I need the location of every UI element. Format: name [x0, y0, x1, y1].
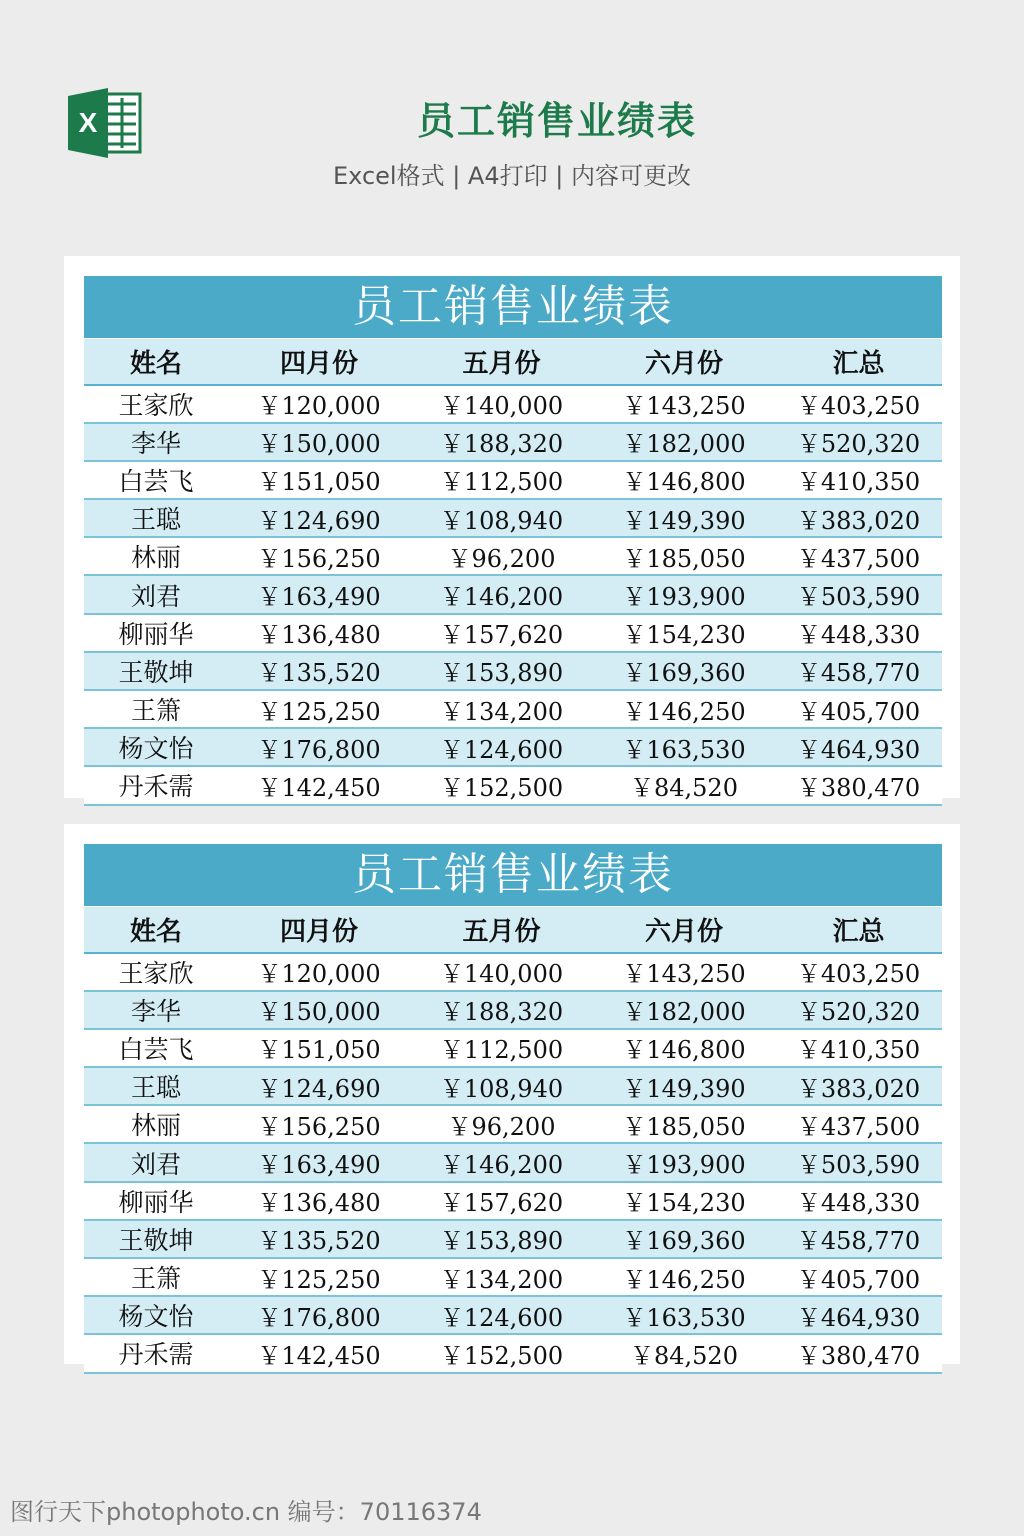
- amount-cell: ￥120,000: [228, 385, 410, 423]
- employee-name-cell: 丹禾需: [84, 766, 228, 804]
- table-row: [84, 728, 942, 766]
- amount-cell: ￥163,490: [228, 575, 410, 613]
- amount-cell: ￥403,250: [775, 385, 942, 423]
- spreadsheet-preview: [84, 276, 942, 802]
- sales-table: [84, 906, 942, 1374]
- amount-cell: ￥157,620: [410, 1182, 593, 1220]
- page-subtitle: Excel格式 | A4打印 | 内容可更改: [333, 162, 691, 190]
- amount-cell: ￥108,940: [410, 499, 593, 537]
- amount-cell: ￥153,890: [410, 652, 593, 690]
- column-header: 汇总: [775, 339, 942, 385]
- amount-cell: ￥437,500: [775, 537, 942, 575]
- amount-cell: ￥136,480: [228, 1182, 410, 1220]
- table-header-row: [84, 339, 942, 385]
- employee-name-cell: 王箫: [84, 690, 228, 728]
- amount-cell: ￥185,050: [593, 537, 775, 575]
- amount-cell: ￥143,250: [593, 953, 775, 991]
- amount-cell: ￥405,700: [775, 690, 942, 728]
- table-row: [84, 423, 942, 461]
- amount-cell: ￥146,250: [593, 1258, 775, 1296]
- amount-cell: ￥157,620: [410, 614, 593, 652]
- amount-cell: ￥448,330: [775, 1182, 942, 1220]
- amount-cell: ￥84,520: [593, 766, 775, 804]
- svg-text:X: X: [78, 107, 98, 138]
- employee-name-cell: 林丽: [84, 537, 228, 575]
- table-row: [84, 652, 942, 690]
- employee-name-cell: 刘君: [84, 575, 228, 613]
- page-header: [0, 0, 1024, 230]
- table-row: [84, 1296, 942, 1334]
- amount-cell: ￥142,450: [228, 766, 410, 804]
- amount-cell: ￥152,500: [410, 766, 593, 804]
- amount-cell: ￥124,690: [228, 1067, 410, 1105]
- employee-name-cell: 白芸飞: [84, 461, 228, 499]
- table-row: [84, 461, 942, 499]
- employee-name-cell: 丹禾需: [84, 1334, 228, 1372]
- table-body: [84, 953, 942, 1373]
- page-title: 员工销售业绩表: [416, 99, 697, 143]
- employee-name-cell: 刘君: [84, 1143, 228, 1181]
- table-row: [84, 1334, 942, 1372]
- amount-cell: ￥156,250: [228, 1105, 410, 1143]
- amount-cell: ￥112,500: [410, 1029, 593, 1067]
- amount-cell: ￥176,800: [228, 1296, 410, 1334]
- amount-cell: ￥410,350: [775, 1029, 942, 1067]
- table-row: [84, 575, 942, 613]
- employee-name-cell: 白芸飞: [84, 1029, 228, 1067]
- amount-cell: ￥437,500: [775, 1105, 942, 1143]
- employee-name-cell: 杨文怡: [84, 728, 228, 766]
- table-row: [84, 1105, 942, 1143]
- amount-cell: ￥135,520: [228, 652, 410, 690]
- preview-card-2: [64, 824, 960, 1370]
- amount-cell: ￥149,390: [593, 1067, 775, 1105]
- amount-cell: ￥176,800: [228, 728, 410, 766]
- column-header: 姓名: [84, 907, 228, 953]
- amount-cell: ￥410,350: [775, 461, 942, 499]
- amount-cell: ￥125,250: [228, 690, 410, 728]
- amount-cell: ￥154,230: [593, 1182, 775, 1220]
- employee-name-cell: 李华: [84, 991, 228, 1029]
- amount-cell: ￥150,000: [228, 991, 410, 1029]
- column-header: 姓名: [84, 339, 228, 385]
- amount-cell: ￥458,770: [775, 652, 942, 690]
- column-header: 四月份: [228, 907, 410, 953]
- amount-cell: ￥149,390: [593, 499, 775, 537]
- amount-cell: ￥503,590: [775, 1143, 942, 1181]
- amount-cell: ￥163,530: [593, 1296, 775, 1334]
- amount-cell: ￥163,530: [593, 728, 775, 766]
- employee-name-cell: 王聪: [84, 499, 228, 537]
- column-header: 汇总: [775, 907, 942, 953]
- amount-cell: ￥135,520: [228, 1220, 410, 1258]
- amount-cell: ￥151,050: [228, 1029, 410, 1067]
- watermark-text: 图行天下photophoto.cn 编号：70116374: [10, 1498, 482, 1526]
- amount-cell: ￥182,000: [593, 423, 775, 461]
- amount-cell: ￥124,600: [410, 728, 593, 766]
- employee-name-cell: 李华: [84, 423, 228, 461]
- table-row: [84, 1220, 942, 1258]
- table-row: [84, 1182, 942, 1220]
- amount-cell: ￥124,690: [228, 499, 410, 537]
- amount-cell: ￥403,250: [775, 953, 942, 991]
- amount-cell: ￥448,330: [775, 614, 942, 652]
- table-row: [84, 537, 942, 575]
- amount-cell: ￥140,000: [410, 385, 593, 423]
- amount-cell: ￥458,770: [775, 1220, 942, 1258]
- amount-cell: ￥503,590: [775, 575, 942, 613]
- amount-cell: ￥146,800: [593, 1029, 775, 1067]
- table-row: [84, 953, 942, 991]
- employee-name-cell: 王聪: [84, 1067, 228, 1105]
- employee-name-cell: 王箫: [84, 1258, 228, 1296]
- employee-name-cell: 王家欣: [84, 953, 228, 991]
- column-header: 六月份: [593, 907, 775, 953]
- amount-cell: ￥380,470: [775, 1334, 942, 1372]
- amount-cell: ￥383,020: [775, 1067, 942, 1105]
- employee-name-cell: 王家欣: [84, 385, 228, 423]
- amount-cell: ￥143,250: [593, 385, 775, 423]
- table-row: [84, 1067, 942, 1105]
- amount-cell: ￥153,890: [410, 1220, 593, 1258]
- amount-cell: ￥383,020: [775, 499, 942, 537]
- column-header: 五月份: [410, 907, 593, 953]
- amount-cell: ￥146,250: [593, 690, 775, 728]
- amount-cell: ￥405,700: [775, 1258, 942, 1296]
- amount-cell: ￥520,320: [775, 423, 942, 461]
- column-header: 六月份: [593, 339, 775, 385]
- table-row: [84, 1029, 942, 1067]
- table-row: [84, 499, 942, 537]
- amount-cell: ￥124,600: [410, 1296, 593, 1334]
- amount-cell: ￥520,320: [775, 991, 942, 1029]
- amount-cell: ￥156,250: [228, 537, 410, 575]
- employee-name-cell: 柳丽华: [84, 614, 228, 652]
- table-row: [84, 614, 942, 652]
- table-body: [84, 385, 942, 805]
- amount-cell: ￥193,900: [593, 1143, 775, 1181]
- sales-table: [84, 338, 942, 806]
- amount-cell: ￥182,000: [593, 991, 775, 1029]
- amount-cell: ￥96,200: [410, 537, 593, 575]
- amount-cell: ￥146,200: [410, 1143, 593, 1181]
- amount-cell: ￥84,520: [593, 1334, 775, 1372]
- amount-cell: ￥134,200: [410, 690, 593, 728]
- amount-cell: ￥140,000: [410, 953, 593, 991]
- amount-cell: ￥146,800: [593, 461, 775, 499]
- sheet-title: 员工销售业绩表: [84, 276, 942, 338]
- amount-cell: ￥163,490: [228, 1143, 410, 1181]
- sheet-title: 员工销售业绩表: [84, 844, 942, 906]
- amount-cell: ￥193,900: [593, 575, 775, 613]
- amount-cell: ￥142,450: [228, 1334, 410, 1372]
- employee-name-cell: 王敬坤: [84, 652, 228, 690]
- amount-cell: ￥188,320: [410, 423, 593, 461]
- amount-cell: ￥150,000: [228, 423, 410, 461]
- employee-name-cell: 柳丽华: [84, 1182, 228, 1220]
- amount-cell: ￥188,320: [410, 991, 593, 1029]
- employee-name-cell: 王敬坤: [84, 1220, 228, 1258]
- amount-cell: ￥464,930: [775, 1296, 942, 1334]
- amount-cell: ￥154,230: [593, 614, 775, 652]
- amount-cell: ￥134,200: [410, 1258, 593, 1296]
- amount-cell: ￥151,050: [228, 461, 410, 499]
- amount-cell: ￥146,200: [410, 575, 593, 613]
- amount-cell: ￥169,360: [593, 1220, 775, 1258]
- amount-cell: ￥120,000: [228, 953, 410, 991]
- table-row: [84, 1258, 942, 1296]
- preview-card-1: [64, 256, 960, 802]
- employee-name-cell: 林丽: [84, 1105, 228, 1143]
- spreadsheet-preview: [84, 844, 942, 1370]
- amount-cell: ￥169,360: [593, 652, 775, 690]
- amount-cell: ￥464,930: [775, 728, 942, 766]
- column-header: 五月份: [410, 339, 593, 385]
- amount-cell: ￥380,470: [775, 766, 942, 804]
- column-header: 四月份: [228, 339, 410, 385]
- amount-cell: ￥136,480: [228, 614, 410, 652]
- employee-name-cell: 杨文怡: [84, 1296, 228, 1334]
- amount-cell: ￥152,500: [410, 1334, 593, 1372]
- table-row: [84, 991, 942, 1029]
- table-row: [84, 690, 942, 728]
- table-header-row: [84, 907, 942, 953]
- amount-cell: ￥125,250: [228, 1258, 410, 1296]
- table-row: [84, 1143, 942, 1181]
- amount-cell: ￥108,940: [410, 1067, 593, 1105]
- amount-cell: ￥112,500: [410, 461, 593, 499]
- table-row: [84, 766, 942, 804]
- amount-cell: ￥96,200: [410, 1105, 593, 1143]
- amount-cell: ￥185,050: [593, 1105, 775, 1143]
- table-row: [84, 385, 942, 423]
